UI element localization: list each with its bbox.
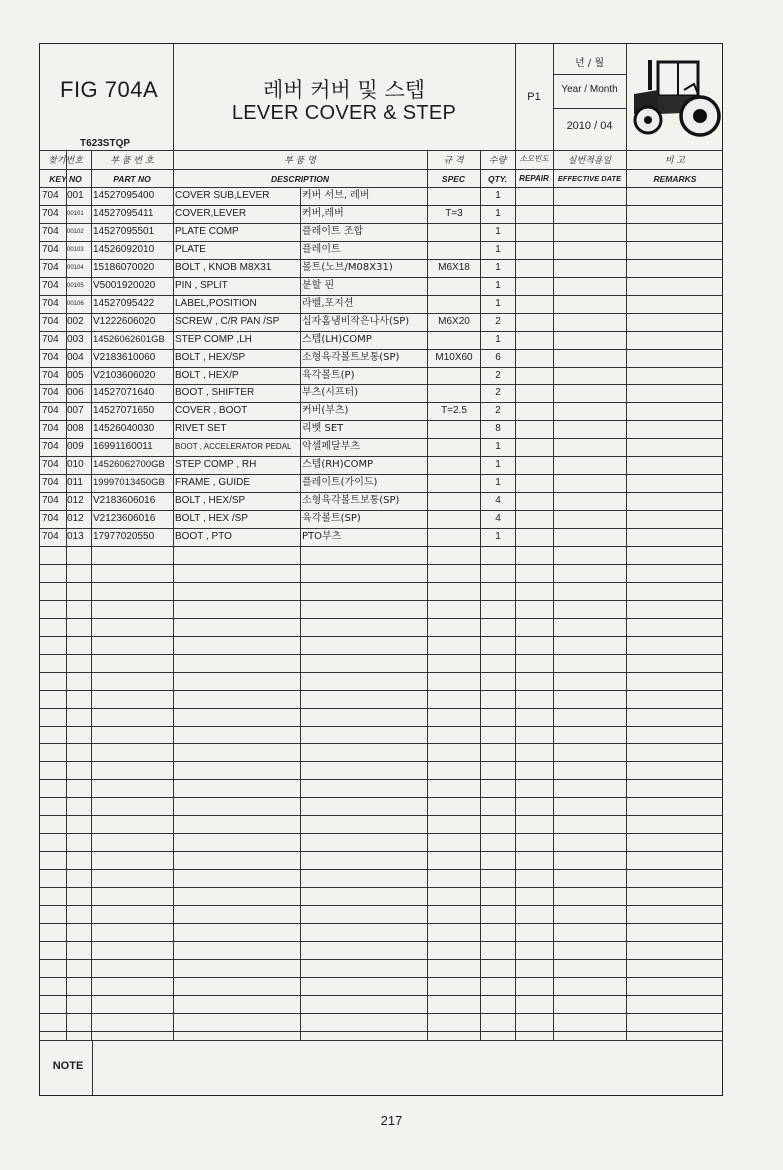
cell-qty: 8 — [495, 423, 501, 435]
cell-spec — [428, 456, 480, 474]
cell-desc-en: BOLT , HEX/P — [175, 369, 239, 381]
cell-fig: 704 — [42, 495, 59, 507]
cell-desc-ko: 악셀페달부츠 — [302, 441, 360, 453]
cell-fig: 704 — [42, 423, 59, 435]
col-eff-en: EFFECTIVE DATE — [557, 174, 622, 183]
cell-qty: 2 — [495, 405, 501, 417]
cell-spec — [428, 438, 480, 456]
row-grid-line — [40, 923, 722, 924]
cell-desc-ko: 스텝(RH)COMP — [302, 459, 374, 471]
col-part-ko: 부 품 번 호 — [110, 156, 154, 166]
row-grid-line — [40, 1013, 722, 1014]
cell-part: 14526062700GB — [93, 459, 165, 471]
row-grid-line — [40, 797, 722, 798]
cell-key: 007 — [67, 405, 84, 417]
body-vline-eff — [553, 150, 554, 1040]
cell-spec — [428, 492, 480, 510]
row-grid-line — [40, 600, 722, 601]
cell-desc-ko: 육각볼트(SP) — [302, 513, 361, 525]
cell-desc-ko: 부츠(시프터) — [302, 387, 359, 399]
page-label: P1 — [527, 91, 541, 103]
cell-fig: 704 — [42, 225, 59, 237]
cell-desc-ko: 육각볼트(P) — [302, 369, 355, 381]
cell-qty: 1 — [495, 207, 501, 219]
cell-qty: 6 — [495, 351, 501, 363]
col-rem-ko: 비 고 — [664, 156, 686, 166]
cell-key: 009 — [67, 441, 84, 453]
row-grid-line — [40, 690, 722, 691]
cell-key: 00101 — [67, 210, 84, 217]
col-qty-ko: 수량 — [488, 156, 507, 166]
cell-spec: T=2.5 — [441, 405, 467, 417]
fig-number: FIG 704A — [60, 77, 159, 102]
header-vline-2 — [515, 44, 516, 150]
cell-desc-en: BOOT , ACCELERATOR PEDAL — [175, 442, 292, 452]
row-grid-line — [40, 546, 722, 547]
cell-desc-en: RIVET SET — [175, 423, 227, 435]
cell-qty: 1 — [495, 243, 501, 255]
cell-qty: 1 — [495, 190, 501, 201]
cell-desc-ko: 십자홈냄비작은나사(SP) — [302, 315, 410, 327]
row-grid-line — [40, 636, 722, 637]
cell-part: 14527095411 — [93, 207, 154, 219]
cell-spec: M10X60 — [435, 351, 473, 363]
cell-desc-en: BOLT , KNOB M8X31 — [175, 261, 272, 273]
title-korean: 레버 커버 및 스텝 — [262, 78, 426, 102]
cell-fig: 704 — [42, 477, 59, 489]
cell-fig: 704 — [42, 261, 59, 273]
cell-key: 011 — [67, 477, 83, 489]
cell-key: 012 — [67, 513, 84, 525]
cell-qty: 2 — [495, 315, 501, 327]
row-grid-line — [40, 564, 722, 565]
row-grid-line — [40, 815, 722, 816]
cell-part: 14527095501 — [93, 225, 155, 237]
cell-desc-en: COVER,LEVER — [175, 207, 247, 219]
cell-fig: 704 — [42, 297, 59, 309]
cell-part: 14526092010 — [93, 243, 155, 255]
tractor-illustration — [628, 54, 722, 142]
cell-qty: 1 — [495, 459, 501, 471]
cell-spec — [428, 384, 480, 402]
cell-key: 013 — [67, 531, 84, 543]
cell-key: 00104 — [67, 264, 84, 271]
cell-desc-en: SCREW , C/R PAN /SP — [175, 315, 280, 327]
cell-desc-ko: 플레이트(가이드) — [302, 477, 378, 489]
cell-desc-en: BOOT , PTO — [175, 531, 232, 543]
cell-desc-ko: 플레이트 조합 — [302, 225, 364, 237]
cell-spec — [428, 295, 480, 313]
cell-desc-ko: 볼트(노브/M08X31) — [302, 261, 393, 273]
title-english: LEVER COVER & STEP — [231, 102, 457, 124]
col-part-en: PART NO — [113, 174, 151, 184]
row-grid-line — [40, 887, 722, 888]
cell-key: 00103 — [67, 246, 84, 253]
header-vline-3 — [553, 44, 554, 150]
cell-desc-ko: 커버 서브, 레버 — [302, 190, 370, 201]
cell-spec: M6X20 — [438, 315, 470, 327]
cell-key: 00102 — [67, 228, 84, 235]
body-vline-part — [91, 150, 92, 1040]
row-grid-line — [40, 941, 722, 942]
cell-qty: 1 — [495, 477, 501, 489]
col-spec-ko: 규 격 — [443, 156, 464, 166]
cell-fig: 704 — [42, 459, 59, 471]
col-key-en: KEY NO — [49, 174, 82, 184]
col-desc-ko: 부 품 명 — [284, 156, 316, 166]
cell-qty: 2 — [495, 369, 501, 381]
row-grid-line — [40, 743, 722, 744]
row-grid-line — [40, 851, 722, 852]
cell-fig: 704 — [42, 531, 59, 543]
cell-part: 14527071640 — [93, 387, 155, 399]
year-month-label-ko: 년 / 월 — [574, 58, 605, 69]
cell-fig: 704 — [42, 351, 59, 363]
col-qty-en: QTY. — [487, 174, 508, 184]
cell-part: 14527095400 — [93, 190, 155, 201]
cell-part: V2183610060 — [93, 351, 156, 363]
cell-spec: M6X18 — [438, 261, 470, 273]
cell-key: 004 — [67, 351, 84, 363]
col-repair-en: REPAIR — [519, 174, 549, 183]
cell-qty: 1 — [495, 297, 501, 309]
body-vline-desc — [173, 150, 174, 1040]
header-divider — [40, 150, 722, 151]
cell-fig: 704 — [42, 190, 59, 201]
row-grid-line — [40, 582, 722, 583]
row-grid-line — [40, 618, 722, 619]
cell-qty: 1 — [495, 279, 501, 291]
cell-part: 17977020550 — [93, 531, 155, 543]
cell-desc-ko: 리벳 SET — [302, 423, 344, 435]
row-grid-line — [40, 672, 722, 673]
cell-spec — [428, 528, 480, 546]
cell-spec — [428, 510, 480, 528]
cell-fig: 704 — [42, 243, 59, 255]
ym-divider-1 — [553, 74, 626, 75]
cell-part: 15186070020 — [93, 261, 155, 273]
row-grid-line — [40, 869, 722, 870]
parts-sheet — [39, 43, 723, 1096]
cell-qty: 1 — [495, 225, 501, 237]
cell-desc-en: BOOT , SHIFTER — [175, 387, 255, 399]
col-key-ko: 찾기번호 — [48, 156, 83, 166]
cell-part: V5001920020 — [93, 279, 156, 291]
cell-desc-en: COVER SUB,LEVER — [175, 190, 270, 201]
cell-fig: 704 — [42, 315, 59, 327]
cell-fig: 704 — [42, 279, 59, 291]
cell-spec — [428, 223, 480, 241]
ym-divider-2 — [553, 108, 626, 109]
cell-part: 14527095422 — [93, 297, 155, 309]
cell-desc-ko: 스텝(LH)COMP — [302, 333, 372, 345]
cell-qty: 1 — [495, 531, 501, 543]
row-grid-line — [40, 995, 722, 996]
year-month-label-en: Year / Month — [561, 84, 618, 95]
row-grid-line — [40, 977, 722, 978]
col-eff-ko: 실번적용일 — [567, 156, 612, 166]
model-code: T623STQP — [80, 138, 131, 149]
body-vline-repair — [515, 150, 516, 1040]
cell-fig: 704 — [42, 513, 59, 525]
cell-qty: 2 — [495, 387, 501, 399]
cell-spec — [428, 420, 480, 438]
cell-desc-en: BOLT , HEX /SP — [175, 513, 248, 525]
row-grid-line — [40, 959, 722, 960]
cell-part: 19997013450GB — [93, 477, 165, 489]
cell-key: 012 — [67, 495, 84, 507]
cell-qty: 1 — [495, 441, 501, 453]
note-vline — [92, 1040, 93, 1095]
cell-fig: 704 — [42, 207, 59, 219]
cell-spec — [428, 187, 480, 205]
cell-desc-ko: 소형육각볼트보통(SP) — [302, 495, 400, 507]
cell-key: 010 — [67, 459, 84, 471]
cell-desc-en: PIN , SPLIT — [175, 279, 228, 291]
row-grid-line — [40, 833, 722, 834]
cell-fig: 704 — [42, 441, 59, 453]
cell-desc-ko: 커버(부츠) — [302, 405, 349, 417]
cell-desc-en: PLATE COMP — [175, 225, 239, 237]
cell-desc-en: BOLT , HEX/SP — [175, 495, 246, 507]
cell-part: 16991160011 — [93, 441, 153, 453]
cell-part: 14527071650 — [93, 405, 155, 417]
row-grid-line — [40, 779, 722, 780]
cell-desc-ko: 분할 핀 — [302, 279, 335, 291]
cell-desc-ko: 라벨,포지션 — [302, 297, 354, 309]
cell-key: 00106 — [67, 300, 84, 307]
note-divider — [40, 1040, 722, 1041]
cell-part: 14526062601GB — [93, 333, 165, 345]
row-grid-line — [40, 905, 722, 906]
cell-key: 003 — [67, 333, 84, 345]
cell-spec — [428, 331, 480, 349]
cell-key: 005 — [67, 369, 84, 381]
cell-qty: 4 — [495, 513, 501, 525]
col-spec-en: SPEC — [441, 174, 466, 184]
cell-spec — [428, 277, 480, 295]
cell-key: 00105 — [67, 282, 84, 289]
cell-fig: 704 — [42, 387, 59, 399]
body-vline-rem — [626, 150, 627, 1040]
cell-desc-ko: 소형육각볼트보통(SP) — [302, 351, 400, 363]
note-label: NOTE — [52, 1060, 84, 1072]
cell-desc-en: STEP COMP ,LH — [175, 333, 252, 345]
cell-desc-en: STEP COMP , RH — [175, 459, 257, 471]
row-grid-line — [40, 726, 722, 727]
cell-desc-ko: 커버,레버 — [302, 207, 344, 219]
cell-part: V2103606020 — [93, 369, 156, 381]
cell-key: 002 — [67, 315, 84, 327]
cell-spec — [428, 474, 480, 492]
cell-qty: 1 — [495, 261, 501, 273]
row-grid-line — [40, 761, 722, 762]
cell-part: V1222606020 — [93, 315, 156, 327]
body-vline-desc-ko — [300, 187, 301, 1040]
cell-qty: 1 — [495, 333, 501, 345]
cell-desc-en: PLATE — [175, 243, 206, 255]
row-grid-line — [40, 654, 722, 655]
cell-fig: 704 — [42, 405, 59, 417]
col-rem-en: REMARKS — [653, 174, 697, 184]
cell-qty: 4 — [495, 495, 501, 507]
header-vline-4 — [626, 44, 627, 150]
cell-spec: T=3 — [445, 207, 463, 219]
cell-desc-en: BOLT , HEX/SP — [175, 351, 246, 363]
col-repair-ko: 소모빈도 — [519, 154, 549, 163]
header-vline-1 — [173, 44, 174, 150]
cell-desc-ko: PTO부츠 — [302, 531, 342, 543]
cell-spec — [428, 367, 480, 385]
row-grid-line — [40, 1031, 722, 1032]
cell-desc-ko: 플레이트 — [302, 243, 341, 255]
cell-desc-en: LABEL,POSITION — [175, 297, 257, 309]
cell-key: 006 — [67, 387, 84, 399]
column-header-divider — [40, 169, 722, 170]
page-number: 217 — [380, 1113, 403, 1128]
cell-part: 14526040030 — [93, 423, 155, 435]
cell-fig: 704 — [42, 369, 59, 381]
cell-part: V2183606016 — [93, 495, 156, 507]
cell-fig: 704 — [42, 333, 59, 345]
cell-part: V2123606016 — [93, 513, 156, 525]
col-desc-en: DESCRIPTION — [270, 174, 330, 184]
row-grid-line — [40, 708, 722, 709]
cell-desc-en: FRAME , GUIDE — [175, 477, 251, 489]
cell-key: 008 — [67, 423, 84, 435]
cell-spec — [428, 241, 480, 259]
cell-desc-en: COVER , BOOT — [175, 405, 248, 417]
cell-key: 001 — [67, 190, 84, 201]
year-month-value: 2010 / 04 — [566, 120, 613, 132]
